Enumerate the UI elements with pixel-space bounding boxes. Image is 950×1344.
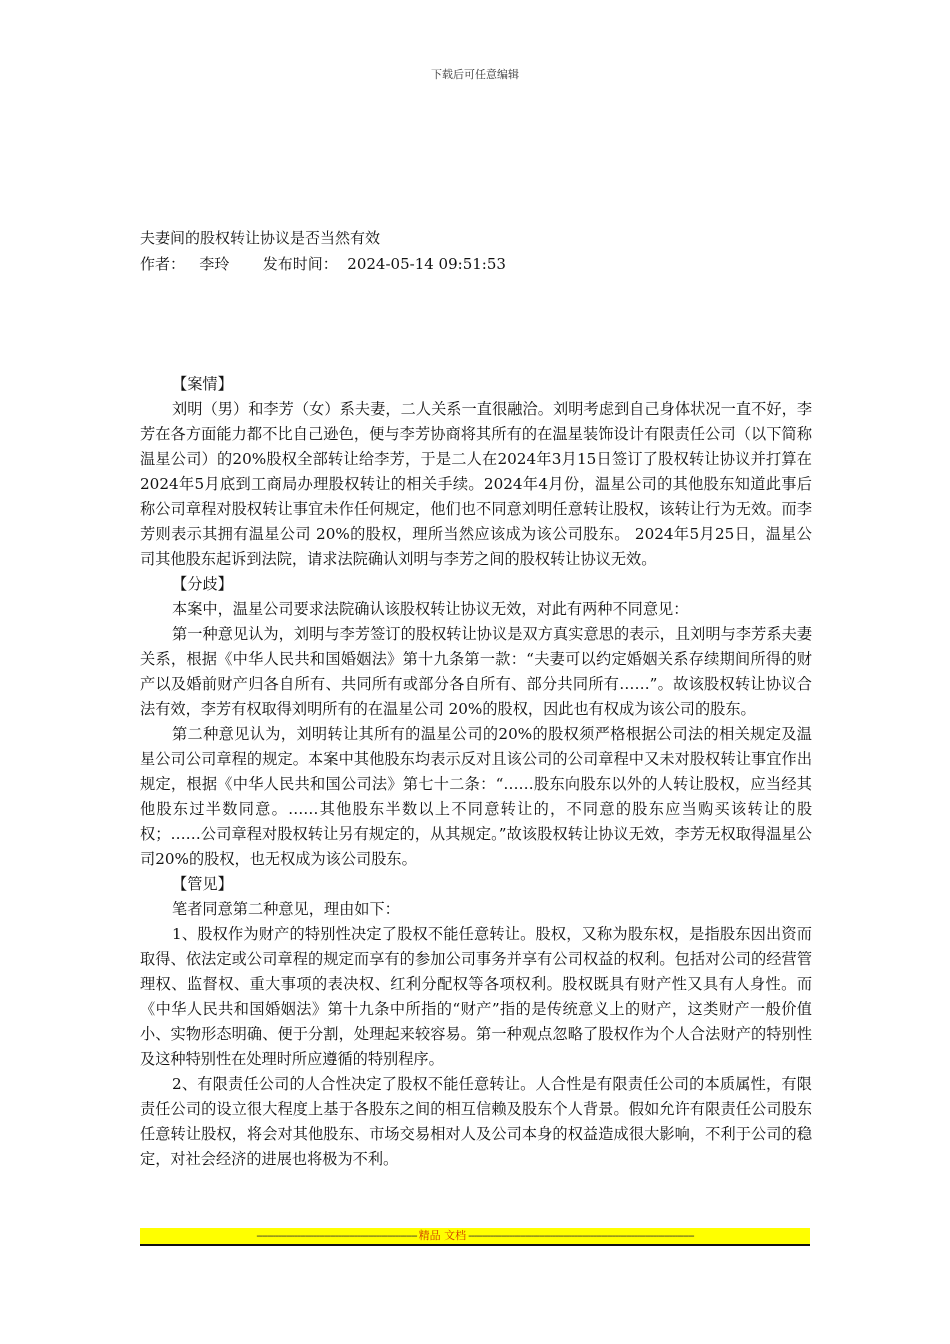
body-paragraph: 本案中，温星公司要求法院确认该股权转让协议无效，对此有两种不同意见： <box>172 600 689 618</box>
author-name: 李玲 <box>199 255 230 273</box>
body-paragraph: 刘明（男）和李芳（女）系夫妻，二人关系一直很融洽。刘明考虑到自己身体状况一直不好，李芳在各方面能力都不比自己逊色，便与李芳协商将其所有的在温星装饰设计有限责任公司（以下简称温星公司）的20%股权全部转让给李芳，于是二人在2024年3月15日签订了股权转让协议并打算在2024年5月底到工商局办理股权转让的相关手续。2024年4月份，温星公司的其他股东知道此事后称公司章程对股权转让事宜未作任何规定，他们也不同意刘明任意转让股权，该转让行为无效。而李芳则表示其拥有温星公司 20%的股权，理所当然应该成为该公司股东。 2024年5月25日，温星公司其他股东起诉到法院，请求法院确认刘明与李芳之间的股权转让协议无效。 <box>140 400 812 568</box>
author-label: 作者： <box>140 255 186 273</box>
publish-label: 发布时间： <box>262 255 338 273</box>
body-paragraph: 笔者同意第二种意见，理由如下： <box>172 900 400 918</box>
section-heading: 【管见】 <box>172 875 233 893</box>
section-heading: 【分歧】 <box>172 575 233 593</box>
body-paragraph: 2、有限责任公司的人合性决定了股权不能任意转让。人合性是有限责任公司的本质属性，有限责任公司的设立很大程度上基于各股东之间的相互信赖及股东个人背景。假如允许有限责任公司股东任意转让股权，将会对其他股东、市场交易相对人及公司本身的权益造成很大影响，不利于公司的稳定，对社会经济的进展也将极为不利。 <box>140 1075 812 1168</box>
body-paragraph: 1、股权作为财产的特别性决定了股权不能任意转让。股权，又称为股东权，是指股东因出资而取得、依法定或公司章程的规定而享有的参加公司事务并享有公司权益的权利。包括对公司的经营管理权、监督权、重大事项的表决权、红利分配权等各项权利。股权既具有财产性又具有人身性。而《中华人民共和国婚姻法》第十九条中所指的“财产”指的是传统意义上的财产，这类财产一般价值小、实物形态明确、便于分割，处理起来较容易。第一种观点忽略了股权作为个人合法财产的特别性及这种特别性在处理时所应遵循的特别程序。 <box>140 925 812 1068</box>
article-title: 夫妻间的股权转让协议是否当然有效 <box>140 229 381 247</box>
body-paragraph: 第一种意见认为，刘明与李芳签订的股权转让协议是双方真实意思的表示，且刘明与李芳系夫妻关系，根据《中华人民共和国婚姻法》第十九条第一款：“夫妻可以约定婚姻关系存续期间所得的财产以及婚前财产归各自所有、共同所有或部分各自所有、部分共同所有……”。故该股权转让协议合法有效，李芳有权取得刘明所有的在温星公司 20%的股权，因此也有权成为该公司的股东。 <box>140 625 812 718</box>
body-paragraph: 第二种意见认为，刘明转让其所有的温星公司的20%的股权须严格根据公司法的相关规定及温星公司公司章程的规定。本案中其他股东均表示反对且该公司的公司章程中又未对股权转让事宜作出规定，根据《中华人民共和国公司法》第七十二条：“……股东向股东以外的人转让股权，应当经其他股东过半数同意。……其他股东半数以上不同意转让的，不同意的股东应当购买该转让的股权；……公司章程对股权转让另有规定的，从其规定。”故该股权转让协议无效，李芳无权取得温星公司20%的股权，也无权成为该公司股东。 <box>140 725 812 868</box>
article-meta <box>140 251 506 277</box>
footer-dash-right: ----------------------------------------------------------------------------------- <box>468 1229 694 1242</box>
footer-label: 精品 文档 <box>418 1229 467 1242</box>
footer-bar <box>140 1228 810 1246</box>
section-heading: 【案情】 <box>172 375 233 393</box>
publish-time: 2024-05-14 09:51:53 <box>347 255 506 273</box>
article-header <box>140 225 506 277</box>
footer-dash-left: ----------------------------------------------------------- <box>256 1229 417 1242</box>
header-note: 下载后可任意编辑 <box>431 68 519 81</box>
article-body <box>140 372 812 1172</box>
